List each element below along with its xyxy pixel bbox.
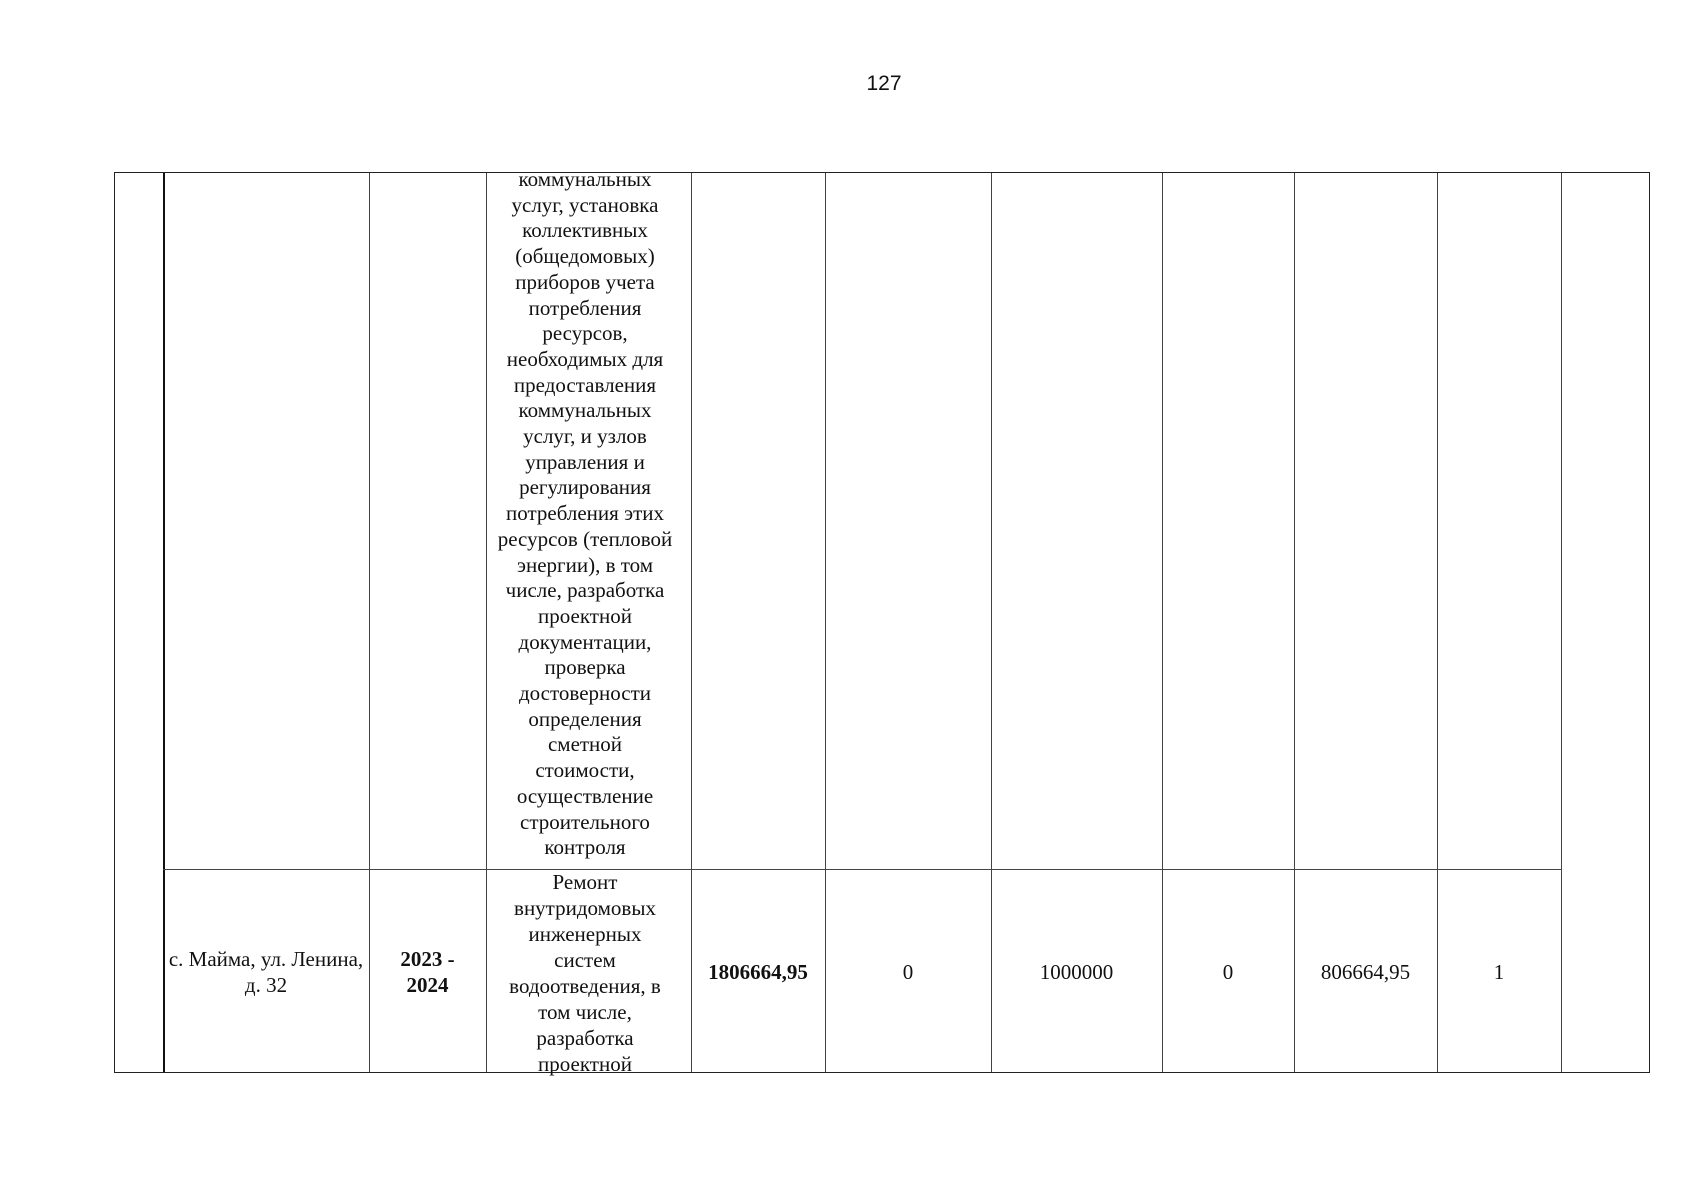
text-line: услуг, и узлов — [523, 424, 647, 449]
work-description-continued — [483, 167, 687, 861]
text-line: коммунальных — [518, 167, 652, 191]
work-description — [483, 869, 687, 1077]
text-line: проверка — [544, 655, 626, 680]
text-line: внутридомовых — [514, 896, 656, 920]
amount-cell: 0 — [1222, 960, 1234, 984]
amount-cell: 1000000 — [1039, 960, 1114, 984]
works-table — [114, 167, 1650, 1076]
text-line: управления и — [525, 449, 645, 474]
text-line: определения — [528, 706, 642, 731]
text-line: приборов учета — [515, 269, 655, 294]
period-cell: 2023 - 2024 — [400, 947, 455, 997]
text-line: необходимых для — [506, 346, 664, 371]
page-number: 127 — [866, 72, 902, 95]
text-line: коллективных — [522, 218, 648, 243]
text-line: водоотведения, в — [509, 974, 661, 998]
text-line: документации, — [518, 629, 652, 654]
text-line: потребления — [528, 295, 642, 320]
text-line: достоверности — [518, 681, 652, 706]
text-line: стоимости, — [535, 758, 635, 783]
amount-cell: 0 — [902, 960, 914, 984]
text-line: ресурсов (тепловой — [497, 526, 673, 551]
text-line: ресурсов, — [542, 321, 628, 346]
text-line: проектной — [538, 1052, 632, 1076]
text-line: том числе, — [538, 1000, 632, 1024]
text-line: регулирования — [519, 475, 651, 500]
text-line: инженерных — [528, 922, 642, 946]
text-line: энергии), в том — [516, 552, 654, 577]
text-line: предоставления — [513, 372, 657, 397]
text-line: систем — [554, 948, 616, 972]
text-line: разработка — [536, 1026, 634, 1050]
address-cell: с. Майма, ул. Ленина, д. 32 — [168, 947, 364, 997]
text-line: контроля — [544, 835, 626, 860]
text-line: Ремонт — [552, 870, 618, 894]
text-line: коммунальных — [518, 398, 652, 423]
column-divider — [1561, 173, 1562, 1072]
text-line: (общедомовых) — [515, 244, 655, 269]
text-line: потребления этих — [506, 501, 664, 526]
total-cost-cell: 1806664,95 — [708, 960, 808, 984]
text-line: строительного — [520, 809, 650, 834]
text-line: осуществление — [516, 783, 654, 808]
text-line: проектной — [538, 603, 632, 628]
text-line: услуг, установка — [511, 192, 659, 217]
amount-cell: 806664,95 — [1320, 960, 1411, 984]
quantity-cell: 1 — [1493, 960, 1505, 984]
text-line: числе, разработка — [505, 578, 665, 603]
text-line: сметной — [547, 732, 623, 757]
